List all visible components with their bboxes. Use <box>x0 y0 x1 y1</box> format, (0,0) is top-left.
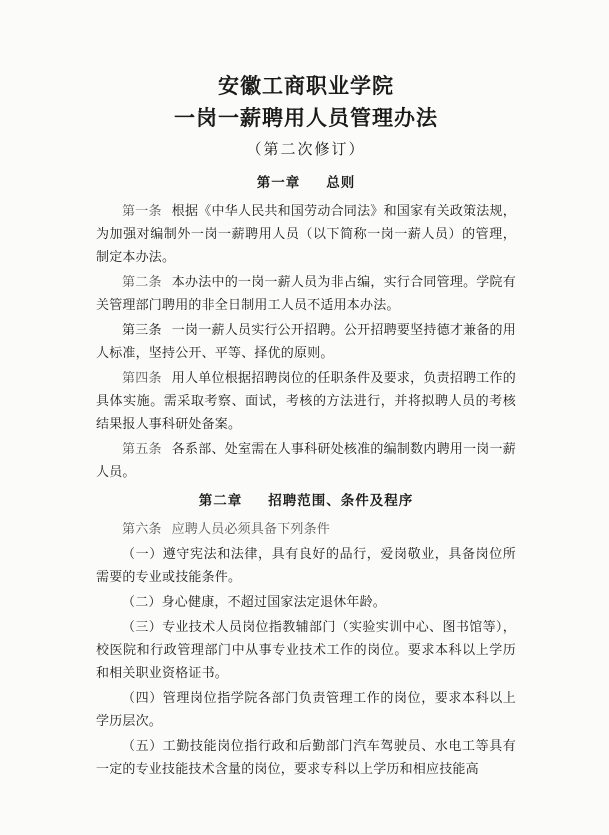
article-6-label: 第六条 <box>122 522 162 537</box>
article-3 <box>96 319 516 365</box>
chapter-2-name: 招聘范围、条件及程序 <box>268 493 414 509</box>
chapter-1-name: 总则 <box>326 175 356 191</box>
article-2-text: 本办法中的一岗一薪人员为非占编，实行合同管理。学院有关管理部门聘用的非全日制用工人员不适用本办法。 <box>96 275 516 313</box>
article-5-text: 各系部、处室需在人事科研处核准的编制数内聘用一岗一薪人员。 <box>96 442 516 480</box>
clause-1 <box>96 543 516 589</box>
chapter-1-heading <box>96 172 516 194</box>
document-subtitle: （第二次修订） <box>246 140 366 158</box>
clause-4-text: （四）管理岗位指学院各部门负责管理工作的岗位，要求本科以上学历层次。 <box>96 691 516 729</box>
chapter-2-heading <box>96 490 516 512</box>
document-title-line2: 一岗一薪聘用人员管理办法 <box>174 106 438 130</box>
document-title-line1: 安徽工商职业学院 <box>218 74 394 98</box>
article-2-label: 第二条 <box>122 275 162 290</box>
article-2 <box>96 271 516 317</box>
clause-2-text: （二）身心健康，不超过国家法定退休年龄。 <box>122 595 387 610</box>
article-5 <box>96 438 516 484</box>
article-5-label: 第五条 <box>122 442 162 457</box>
article-3-text: 一岗一薪人员实行公开招聘。公开招聘要坚持德才兼备的用人标准，坚持公开、平等、择优的原则。 <box>96 323 516 361</box>
clause-4 <box>96 687 516 733</box>
article-4-label: 第四条 <box>122 371 162 386</box>
article-1-label: 第一条 <box>122 204 162 219</box>
article-4-text: 用人单位根据招聘岗位的任职条件及要求，负责招聘工作的具体实施。需采取考察、面试，考核的方法进行，并将拟聘人员的考核结果报人事科研处备案。 <box>96 371 516 432</box>
clause-3-text: （三）专业技术人员岗位指教辅部门（实验实训中心、图书馆等），校医院和行政管理部门中从事专业技术工作的岗位。要求本科以上学历和相关职业资格证书。 <box>96 620 516 681</box>
article-3-label: 第三条 <box>122 323 162 338</box>
chapter-2-number: 第二章 <box>198 493 243 509</box>
article-4 <box>96 367 516 436</box>
article-1 <box>96 200 516 269</box>
clause-2 <box>96 591 516 614</box>
article-6 <box>96 518 516 541</box>
clause-1-text: （一）遵守宪法和法律，具有良好的品行，爱岗敬业，具备岗位所需要的专业或技能条件。 <box>96 547 516 585</box>
chapter-1-number: 第一章 <box>256 175 301 191</box>
article-6-text: 应聘人员必须具备下列条件 <box>171 522 331 537</box>
article-1-text: 根据《中华人民共和国劳动合同法》和国家有关政策法规，为加强对编制外一岗一薪聘用人员（以下简称一岗一薪人员）的管理，制定本办法。 <box>96 204 516 265</box>
clause-3 <box>96 616 516 685</box>
clause-5 <box>96 735 516 781</box>
clause-5-text: （五）工勤技能岗位指行政和后勤部门汽车驾驶员、水电工等具有一定的专业技能技术含量的岗位，要求专科以上学历和相应技能高 <box>96 739 516 777</box>
